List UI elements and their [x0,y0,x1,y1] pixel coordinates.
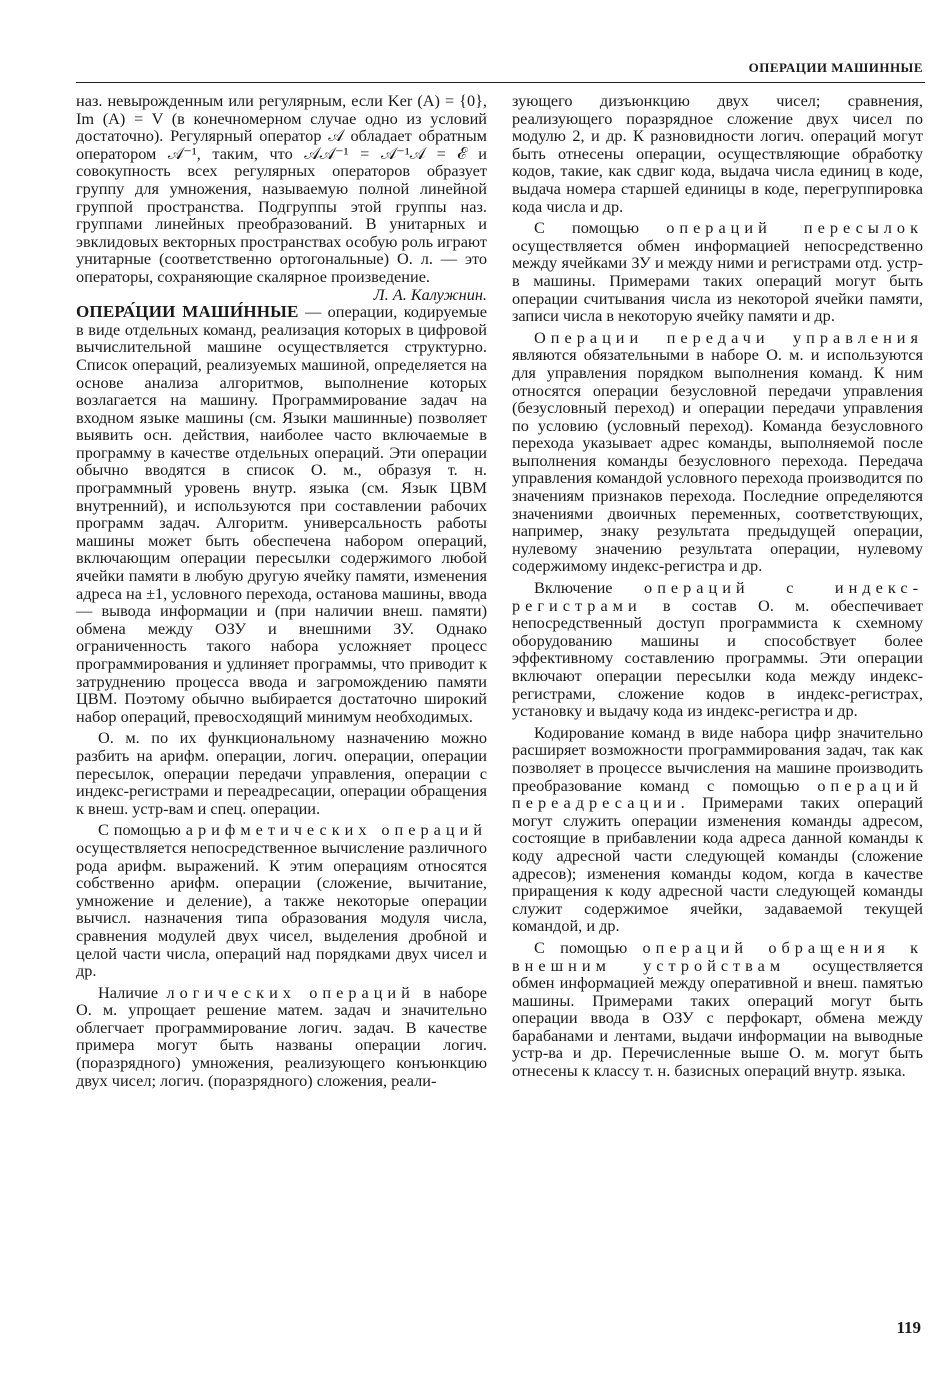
spaced-term: операций обращения к внешним устройствам [512,937,923,975]
paragraph-text: в наборе О. м. упрощает решение матем. задач и значительно облегчает программирование логич. задач. В качестве примера могут быть названы операции логич. (поразрядного) умножения, реализующего конъюнкцию двух чисел; логич. (поразрядного) сложения, реали- [76,982,488,1090]
spaced-term: логических операций [166,982,415,1002]
paragraph [512,219,923,325]
paragraph-text: осуществляется непосредственное вычисление различного рода арифм. выражений. К этим операциям относятся собственно арифм. операции (сложение, вычитание, умножение и деление), а также некоторые операции вычисл. назначения типа образования модуля числа, сравнения модулей двух чисел, выделения дробной и целой части числа, операций над порядками двух чисел и др. [76,837,487,981]
spaced-term: операций пересылок [666,218,923,238]
spaced-term: операций с индекс-регистрами [512,578,924,615]
paragraph-text: в состав О. м. обеспечивает непосредственный доступ программиста к схемному оборудованию машины и способствует более эффективному составлению программы. Эти операции включают операции пересылки кода между индекс-регистрами, сложение кодов в индекс-регистрах, установку и выдачу кода из индекс-регистра и др. [512,595,923,721]
page-number: 119 [896,1318,921,1337]
paragraph [512,939,923,1080]
right-column [512,92,923,1080]
spaced-term: операций переадресации [512,775,923,813]
spaced-term: арифметических операций [185,820,487,840]
paragraph-lead: Наличие [98,982,167,1002]
paragraph [512,724,923,935]
paragraph-lead: С помощью [98,820,186,840]
paragraph [76,984,487,1090]
left-column [76,92,487,1089]
entry-paragraph [76,303,487,725]
running-title: ОПЕРАЦИИ МАШИННЫЕ [748,60,923,75]
paragraph-text: осуществляется обмен информацией между оперативной и внеш. памятью машины. Примерами таких операций могут быть операции ввода в ОЗУ с перфокарт, обмена между барабанами и лентами, выдачи информации на выводные устр-ва и др. Перечисленные выше О. м. могут быть отнесены к классу т. н. базисных операций внутр. языка. [512,955,924,1081]
paragraph-text: являются обязательными в наборе О. м. и используются для управления порядком выполнения команд. К ним относятся операции безусловной передачи управления (безусловный переход) и операции передачи управления по условию (условный переход). Команда безусловного перехода указывает адрес команды, выполняемой после выполнения команды безусловного перехода. Передача управления командой условного перехода производится по значениям признаков перехода. Последние определяются значениями двоичных переменных, соответствующих, например, знаку результата предыдущей операции, нулевому значению результата операции, нулевому содержимому индекс-регистра и др. [512,345,923,576]
paragraph-text: О. м. по их функциональному назначению можно разбить на арифм. операции, логич. операции, операции пересылок, операции передачи управления, операции с индекс-регистрами и переадресации, операции обращения к внеш. устр-вам и спец. операции. [76,728,487,818]
paragraph-text: зующего дизъюнкцию двух чисел; сравнения, реализующего поразрядное сложение двух чисел по модулю 2, и др. К разновидности логич. операций могут быть отнесены операции, осуществляющие обработку кодов, такие, как сдвиг кода, выдача числа единиц в коде, выдача номера старшей единицы в коде, перегруппировка кода числа и др. [512,91,923,216]
paragraph [76,729,487,817]
paragraph [512,579,923,720]
entry-headword: ОПЕРА́ЦИИ МАШИ́ННЫЕ [76,302,299,322]
paragraph [76,821,487,979]
paragraph [512,92,923,215]
paragraph-lead: Включение [534,578,645,598]
paragraph-lead: С помощью [534,937,643,957]
paragraph [76,92,487,303]
spaced-term: Операции передачи управления [534,327,923,347]
paragraph-text: Кодирование команд в виде набора цифр значительно расширяет возможности программирования задач, так как позволяет в процессе вычисления на машине производить преобразование команд с помощью [512,722,923,795]
paragraph-text: . Примерами таких операций могут служить операции изменения команды адресом, состоящие в прибавлении кода адреса данной команды к коду адресной части следующей команды (сложение адресов); изменения команды кодом, когда в качестве приращения к коду адресной части следующей команды служит содержимое ячейки, задаваемой текущей командой, и др. [512,793,923,936]
paragraph [512,329,923,575]
paragraph-text: наз. невырожденным или регулярным, если Ker (A) = {0}, Im (A) = V (в конечномерном случае одно из условий достаточно). Регулярный оператор 𝒜 обладает обратным оператором 𝒜⁻¹, таким, что 𝒜𝒜⁻¹ = 𝒜⁻¹𝒜 = ℰ и совокупность всех регулярных операторов образует группу для умножения, называемую полной линейной группой пространства. Подгруппы этой группы наз. группами линейных преобразований. В унитарных и эвклидовых векторных пространствах особую роль играют унитарные (соответственно ортогональные) О. л. — это операторы, сохраняющие скалярное произведение. [76,91,487,286]
header-rule [76,82,925,83]
paragraph-text: — операции, кодируемые в виде отдельных команд, реализация которых в цифровой вычислительной машине осуществляется структурно. Список операций, реализуемых машиной, определяется на основе анализа алгоритмов, выполнение которых возлагается на машину. Программирование задач на входном языке машины (см. Языки машинные) позволяет выявить осн. действия, наиболее часто включаемые в программу в качестве отдельных операций. Эти операции обычно вводятся в список О. м., образуя т. н. программный уровень внутр. языка (см. Язык ЦВМ внутренний), и используются при составлении рабочих программ задач. Алгоритм. универсальность работы машины может быть обеспечена набором операций, включающим операции пересылки содержимого любой ячейки памяти в любую другую ячейку памяти, изменения адреса на ±1, условного перехода, останова машины, ввода — вывода информации и (при наличии внеш. памяти) обмена между ОЗУ и внешними ЗУ. Однако ограниченность такого набора усложняет процесс программирования и удлиняет программы, что приводит к затруднению процесса ввода и загромождению памяти ЦВМ. Поэтому обычно выбирается достаточно широкий набор операций, превосходящий минимум необходимых. [76,302,487,726]
paragraph-text: осуществляется обмен информацией непосредственно между ячейками ЗУ и между ними и регистрами отд. устр-в машины. Примерами таких операций могут быть операции считывания числа из некоторой ячейки памяти, записи числа в некоторую ячейку памяти и др. [512,235,923,326]
paragraph-lead: С помощью [534,218,667,238]
author-signature: Л. А. Калужнин. [373,284,487,304]
